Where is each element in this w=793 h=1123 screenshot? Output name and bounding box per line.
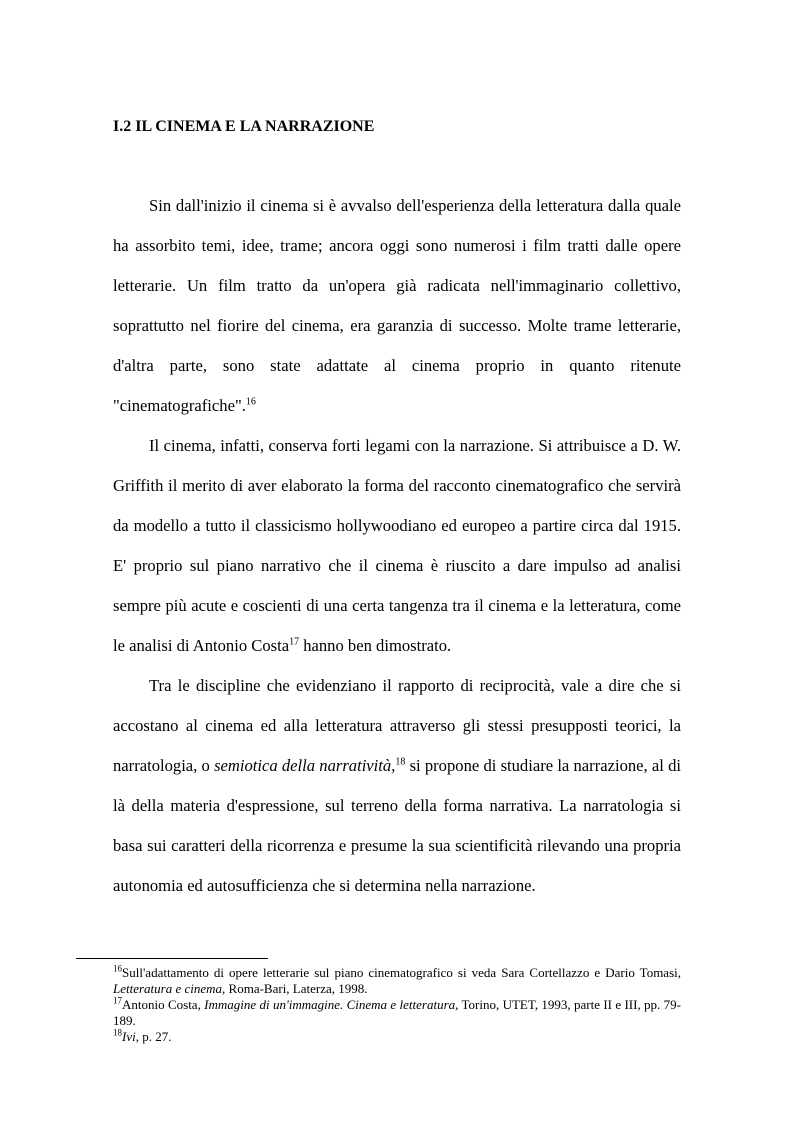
footnote-ref-17[interactable]: 17 [289, 636, 300, 648]
paragraph-1 [113, 186, 681, 426]
footnote-16 [113, 965, 681, 997]
paragraph-3-text-end: si propone di studiare la narrazione, al di là della materia d'espressione, sul terreno della forma narrativa. La narratologia si basa sui caratteri della ricorrenza e presume la sua scientificità rilevando una propria autonomia ed autosufficienza che si determina nella narrazione. [113, 756, 681, 895]
footnote-italic: Ivi [122, 1029, 136, 1044]
footnote-18 [113, 1029, 681, 1045]
paragraph-2 [113, 426, 681, 666]
section-heading: I.2 IL CINEMA E LA NARRAZIONE [113, 118, 375, 135]
paragraph-3 [113, 666, 681, 906]
footnote-text: Sull'adattamento di opere letterarie sul piano cinematografico si veda Sara Cortellazzo e Dario Tomasi, [122, 965, 681, 980]
footnote-separator [76, 958, 268, 959]
footnote-italic: Immagine di un'immagine. Cinema e letteratura [204, 997, 456, 1012]
footnote-text-end: , Roma-Bari, Laterza, 1998. [222, 981, 368, 996]
footnote-17 [113, 997, 681, 1029]
footnotes [113, 965, 681, 1045]
paragraph-2-text-end: hanno ben dimostrato. [299, 636, 452, 655]
footnote-text: Antonio Costa, [122, 997, 205, 1012]
footnote-ref-16[interactable]: 16 [245, 396, 256, 408]
paragraph-1-text: Sin dall'inizio il cinema si è avvalso dell'esperienza della letteratura dalla quale ha assorbito temi, idee, trame; ancora oggi sono numerosi i film tratti dalle opere letterarie. Un film tratto da un'opera già radicata nell'immaginario collettivo, soprattutto nel fiorire del cinema, era garanzia di successo. Molte trame letterarie, d'altra parte, sono state adattate al cinema proprio in quanto ritenute "cinematografiche". [113, 196, 681, 415]
paragraph-3-comma: , [391, 756, 396, 775]
paragraph-2-text: Il cinema, infatti, conserva forti legami con la narrazione. Si attribuisce a D. W. Griffith il merito di aver elaborato la forma del racconto cinematografico che servirà da modello a tutto il classicismo hollywoodiano ed europeo a partire circa dal 1915. E' proprio sul piano narrativo che il cinema è riuscito a dare impulso ad analisi sempre più acute e coscienti di una certa tangenza tra il cinema e la letteratura, come le analisi di Antonio Costa [113, 436, 681, 655]
body-text [113, 186, 681, 906]
footnote-italic: Letteratura e cinema [113, 981, 223, 996]
paragraph-3-text: Tra le discipline che evidenziano il rapporto di reciprocità, vale a dire che si accostano al cinema ed alla letteratura attraverso gli stessi presupposti teorici, la narratologia, o [113, 676, 681, 775]
footnote-number: 17 [113, 995, 122, 1006]
footnote-text-end: , Torino, UTET, 1993, parte II e III, pp. 79-189. [113, 997, 681, 1028]
footnote-number: 16 [113, 963, 122, 974]
paragraph-3-italic: semiotica della narratività [214, 756, 392, 775]
footnote-number: 18 [113, 1027, 122, 1038]
footnote-text-end: , p. 27. [135, 1029, 172, 1044]
footnote-ref-18[interactable]: 18 [395, 756, 406, 768]
